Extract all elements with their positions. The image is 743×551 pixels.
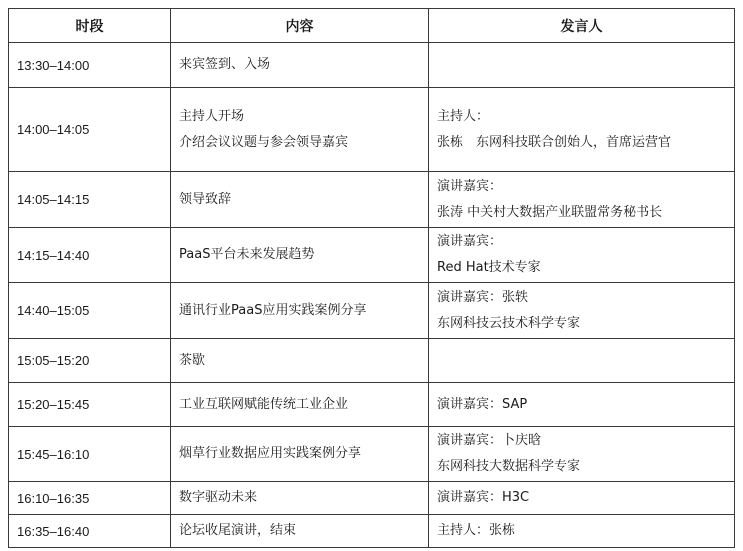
speaker-cell — [429, 43, 735, 88]
speaker-cell — [429, 515, 735, 548]
content-cell — [171, 88, 429, 172]
header-speaker: 发言人 — [429, 9, 735, 43]
speaker-line: 主持人： — [437, 108, 490, 124]
content-line: 数字驱动未来 — [179, 490, 258, 505]
time-cell: 16:35–16:40 — [9, 515, 171, 548]
header-time: 时段 — [9, 9, 171, 43]
time-cell: 14:40–15:05 — [9, 283, 171, 339]
table-row — [9, 43, 735, 88]
speaker-cell — [429, 283, 735, 339]
content-line: 介绍会议议题与参会领导嘉宾 — [179, 134, 349, 150]
speaker-cell — [429, 427, 735, 482]
content-cell — [171, 228, 429, 283]
agenda-table — [8, 8, 735, 548]
time-cell: 14:05–14:15 — [9, 172, 171, 228]
speaker-line: 演讲嘉宾：H3C — [437, 490, 530, 505]
speaker-line: 演讲嘉宾：张轶 — [437, 289, 529, 305]
content-line: 论坛收尾演讲，结束 — [179, 523, 297, 538]
agenda-body — [9, 43, 735, 548]
speaker-cell — [429, 172, 735, 228]
time-cell: 14:15–14:40 — [9, 228, 171, 283]
speaker-line: 东网科技大数据科学专家 — [437, 459, 581, 474]
table-row — [9, 88, 735, 172]
content-line: 烟草行业数据应用实践案例分享 — [179, 446, 362, 461]
table-row — [9, 515, 735, 548]
table-row — [9, 339, 735, 383]
speaker-line: 张栋 东网科技联合创始人，首席运营官 — [437, 134, 672, 150]
speaker-line: 东网科技云技术科学专家 — [437, 315, 581, 331]
time-cell: 15:20–15:45 — [9, 383, 171, 427]
speaker-line: 主持人：张栋 — [437, 523, 516, 538]
content-cell — [171, 339, 429, 383]
content-cell — [171, 482, 429, 515]
speaker-cell — [429, 228, 735, 283]
content-cell — [171, 43, 429, 88]
speaker-cell — [429, 482, 735, 515]
content-line: PaaS平台未来发展趋势 — [179, 247, 315, 262]
time-cell: 13:30–14:00 — [9, 43, 171, 88]
content-cell — [171, 515, 429, 548]
content-cell — [171, 283, 429, 339]
table-row — [9, 283, 735, 339]
content-cell — [171, 383, 429, 427]
content-line: 通讯行业PaaS应用实践案例分享 — [179, 302, 367, 318]
speaker-line: 张涛 中关村大数据产业联盟常务秘书长 — [437, 204, 663, 220]
content-cell — [171, 172, 429, 228]
content-line: 工业互联网赋能传统工业企业 — [179, 396, 349, 412]
table-row — [9, 427, 735, 482]
content-line: 茶歇 — [179, 352, 206, 368]
speaker-cell — [429, 383, 735, 427]
table-row — [9, 383, 735, 427]
content-line: 来宾签到、入场 — [179, 57, 271, 72]
speaker-cell — [429, 339, 735, 383]
table-row — [9, 482, 735, 515]
header-content: 内容 — [171, 9, 429, 43]
speaker-line: 演讲嘉宾：卜庆晗 — [437, 433, 542, 448]
content-line: 主持人开场 — [179, 108, 245, 124]
header-row — [9, 9, 735, 43]
table-row — [9, 172, 735, 228]
speaker-line: 演讲嘉宾： — [437, 178, 503, 194]
table-row — [9, 228, 735, 283]
time-cell: 16:10–16:35 — [9, 482, 171, 515]
time-cell: 15:05–15:20 — [9, 339, 171, 383]
speaker-line: 演讲嘉宾：SAP — [437, 396, 528, 412]
speaker-cell — [429, 88, 735, 172]
time-cell: 14:00–14:05 — [9, 88, 171, 172]
content-line: 领导致辞 — [179, 191, 232, 207]
speaker-line: Red Hat技术专家 — [437, 260, 541, 275]
time-cell: 15:45–16:10 — [9, 427, 171, 482]
content-cell — [171, 427, 429, 482]
speaker-line: 演讲嘉宾： — [437, 234, 503, 249]
